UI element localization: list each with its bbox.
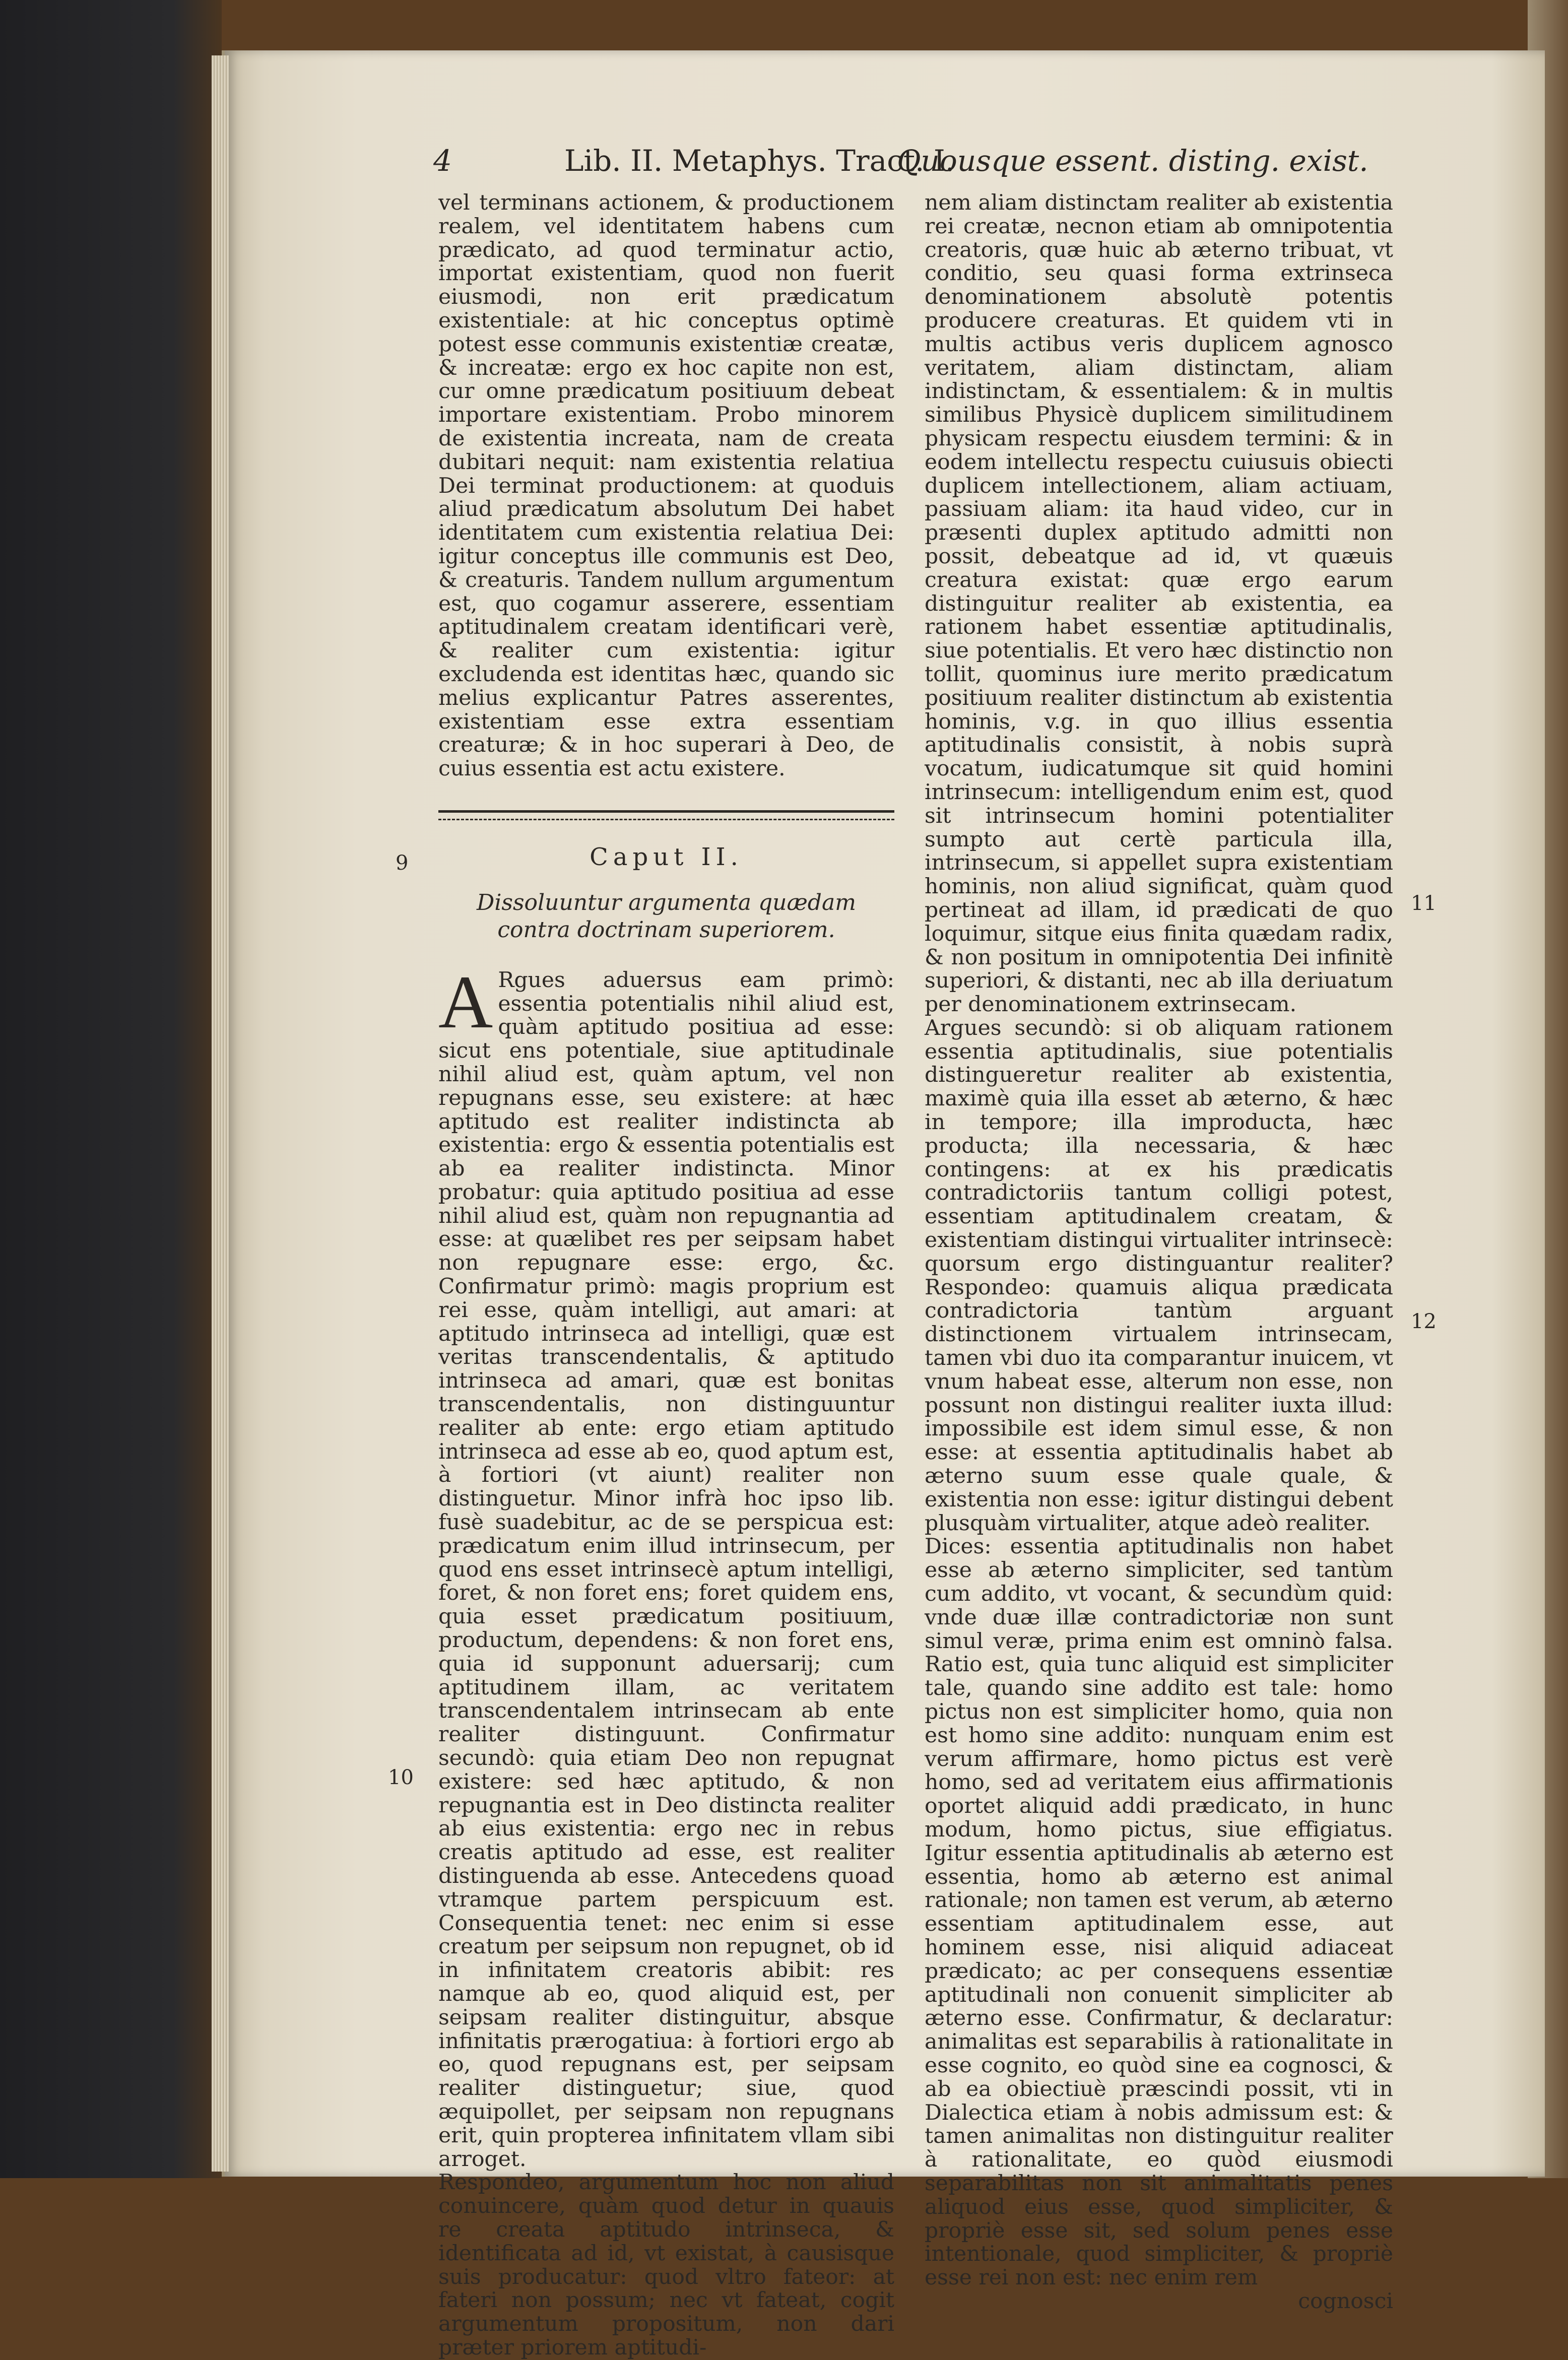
left-column — [438, 191, 894, 2360]
paragraph — [438, 960, 894, 2172]
chapter-heading: Caput II. — [590, 842, 743, 871]
right-column — [925, 191, 1393, 2314]
book-edge-left — [0, 0, 222, 2178]
drop-cap: A — [438, 960, 493, 1044]
margin-number: 11 — [1411, 892, 1436, 915]
margin-number: 9 — [396, 851, 409, 875]
paragraph: Respondeo, argumentum hoc non aliud conuincere, quàm quod detur in quauis re creata aptitudo intrinseca, & identificata ad id, vt existat, à causisque suis producatur: quod vltro fateor: at fateri non possum; nec vt fateat, cogit argumentum propositum, non dari præter priorem aptitudi- — [438, 2170, 894, 2360]
book-title: Lib. II. Metaphys. Tract. I. — [564, 144, 955, 178]
paragraph: vel terminans actionem, & productionem realem, vel identitatem habens cum prædicato, ad quod terminatur actio, importat existentiam, quod non fuerit eiusmodi, non erit prædicatum existentiale: at hic conceptus optimè potest esse communis existentiæ creatæ, & increatæ: ergo ex hoc capite non est, cur omne prædicatum positiuum debeat importare existentiam. Probo minorem de existentia increata, nam de creata dubitari nequit: nam existentia relatiua Dei terminat productionem: at quoduis aliud prædicatum absolutum Dei habet identitatem cum existentia relatiua Dei: igitur conceptus ille communis est Deo, & creaturis. Tandem nullum argumentum est, quo cogamur asserere, essentiam aptitudinalem creatam identificari verè, & realiter cum existentia: igitur excludenda est identitas hæc, quando sic melius explicantur Patres asserentes, existentiam esse extra essentiam creaturæ; & in hoc superari à Deo, de cuius essentia est actu existere. — [438, 190, 894, 781]
page-number: 4 — [433, 144, 452, 178]
paragraph: nem aliam distinctam realiter ab existentia rei creatæ, necnon etiam ab omnipotentia creatoris, quæ huic ab æterno tribuat, vt conditio, seu quasi forma extrinseca denominationem absolutè potentis producere creaturas. Et quidem vti in multis actibus veris duplicem agnosco veritatem, aliam distinctam, aliam indistinctam, & essentialem: & in multis similibus Physicè duplicem similitudinem physicam respectu eiusdem termini: & in eodem intellectu respectu cuiusuis obiecti duplicem intellectionem, aliam actiuam, passiuam aliam: ita haud video, cur in præsenti duplex aptitudo admitti non possit, debeatque ad id, vt quæuis creatura existat: quæ ergo earum distinguitur realiter ab existentia, ea rationem habet essentiæ aptitudinalis, siue potentialis. Et vero hæc distinctio non tollit, quominus iure merito prædicatum positiuum realiter distinctum ab existentia hominis, v.g. in quo illius essentia aptitudinalis consistit, à nobis suprà vocatum, iudicatumque sit quid homini intrinsecum: intelligendum enim est, quod sit intrinsecum homini potentialiter sumpto aut certè particula illa, intrinsecum, si appellet supra existentiam hominis, non aliud significat, quàm quod pertineat ad illam, id prædicati de quo loquimur, sitque eius finita quædam radix, & non positum in omnipotentia Dei infinitè superiori, & distanti, nec ab illa deriuatum per denominationem extrinsecam. — [925, 190, 1393, 1017]
margin-number: 12 — [1411, 1310, 1436, 1333]
catchword: cognosci — [1298, 2288, 1393, 2314]
page-header — [433, 144, 1368, 189]
paragraph-text: Rgues aduersus eam primò: essentia potentialis nihil aliud est, quàm aptitudo positiua ad esse: sicut ens potentiale, siue aptitudinale nihil aliud est, quàm aptum, vel non repugnans esse, seu existere: at hæc aptitudo est realiter indistincta ab existentia: ergo & essentia potentialis est ab ea realiter indistincta. Minor probatur: quia aptitudo positiua ad esse nihil aliud est, quàm non repugnantia ad esse: at quælibet res per seipsam habet non repugnare esse: ergo, &c. Confirmatur primò: magis proprium est rei esse, quàm intelligi, aut amari: at aptitudo intrinseca ad intelligi, quæ est veritas transcendentalis, & aptitudo intrinseca ad amari, quæ est bonitas transcendentalis, non distinguuntur realiter ab ente: ergo etiam aptitudo intrinseca ad esse ab eo, quod aptum est, à fortiori (vt aiunt) realiter non distinguetur. Minor infrà hoc ipso lib. fusè suadebitur, ac de se perspicua est: prædicatum enim illud intrinsecum, per quod ens esset intrinsecè aptum intelligi, foret, & non foret ens; foret quidem ens, quia esset prædicatum positiuum, productum, dependens: & non foret ens, quia id supponunt aduersarij; cum aptitudinem illam, ac veritatem transcendentalem intrinsecam ab ente realiter distinguunt. Confirmatur secundò: quia etiam Deo non repugnat existere: sed hæc aptitudo, & non repugnantia est in Deo distincta realiter ab eius existentia: ergo nec in rebus creatis aptitudo ad esse, est realiter distinguenda ab esse. Antecedens quoad vtramque partem perspicuum est. Consequentia tenet: nec enim si esse creatum per seipsum non repugnet, ob id in infinitatem creatoris abibit: res namque ab eo, quod aliquid est, per seipsam realiter distinguitur, absque infinitatis prærogatiua: à fortiori ergo ab eo, quod repugnans est, per seipsam realiter distinguetur; siue, quod æquipollet, per seipsam non repugnans erit, quin propterea infinitatem vllam sibi arroget. — [438, 967, 894, 2172]
paragraph: Argues secundò: si ob aliquam rationem essentia aptitudinalis, siue potentialis distingueretur realiter ab existentia, maximè quia illa esset ab æterno, & hæc in tempore; illa improducta, hæc producta; illa necessaria, & hæc contingens: at ex his prædicatis contradictoriis tantum colligi potest, essentiam aptitudinalem creatam, & existentiam distingui virtualiter intrinsecè: quorsum ergo distinguantur realiter? Respondeo: quamuis aliqua prædicata contradictoria tantùm arguant distinctionem virtualem intrinsecam, tamen vbi duo ita comparantur inuicem, vt vnum habeat esse, alterum non esse, non possunt non distingui realiter iuxta illud: impossibile est idem simul esse, & non esse: at essentia aptitudinalis habet ab æterno suum esse quale quale, & existentia non esse: igitur distingui debent plusquàm virtualiter, atque adeò realiter. — [925, 1015, 1393, 1536]
page-stack — [212, 55, 229, 2172]
chapter-subtitle: Dissoluuntur argumenta quædam contra doctrinam superiorem. — [477, 889, 856, 943]
running-head: Quousque essent. disting. exist. — [897, 144, 1368, 178]
margin-number: 10 — [388, 1766, 414, 1789]
paragraph: Dices: essentia aptitudinalis non habet esse ab æterno simpliciter, sed tantùm cum addito, vt vocant, & secundùm quid: vnde duæ illæ contradictoriæ non sunt simul veræ, prima enim est omninò falsa. Ratio est, quia tunc aliquid est simpliciter tale, quando sine addito est tale: homo pictus non est simpliciter homo, quia non est homo sine addito: nunquam enim est verum affirmare, homo pictus est verè homo, sed ad veritatem eius affirmationis oportet aliquid addi prædicato, in hunc modum, homo pictus, siue effigiatus. Igitur essentia aptitudinalis ab æterno est essentia, homo ab æterno est animal rationale; non tamen est verum, ab æterno essentiam aptitudinalem esse, aut hominem esse, nisi aliquid adiaceat prædicato; ac per consequens essentiæ aptitudinali non conuenit simpliciter ab æterno esse. Confirmatur, & declaratur: animalitas est separabilis à rationalitate in esse cognito, eo quòd sine ea cognosci, & ab ea obiectiuè præscindi possit, vti in Dialectica etiam à nobis admissum est: & tamen animalitas non distinguitur realiter à rationalitate, eo quòd eiusmodi separabilitas non sit animalitatis penes aliquod eius esse, quod simpliciter, & propriè esse sit, sed solum penes esse intentionale, quod simpliciter, & propriè esse rei non est: nec enim rem — [925, 1534, 1393, 2290]
section-divider — [438, 810, 894, 820]
